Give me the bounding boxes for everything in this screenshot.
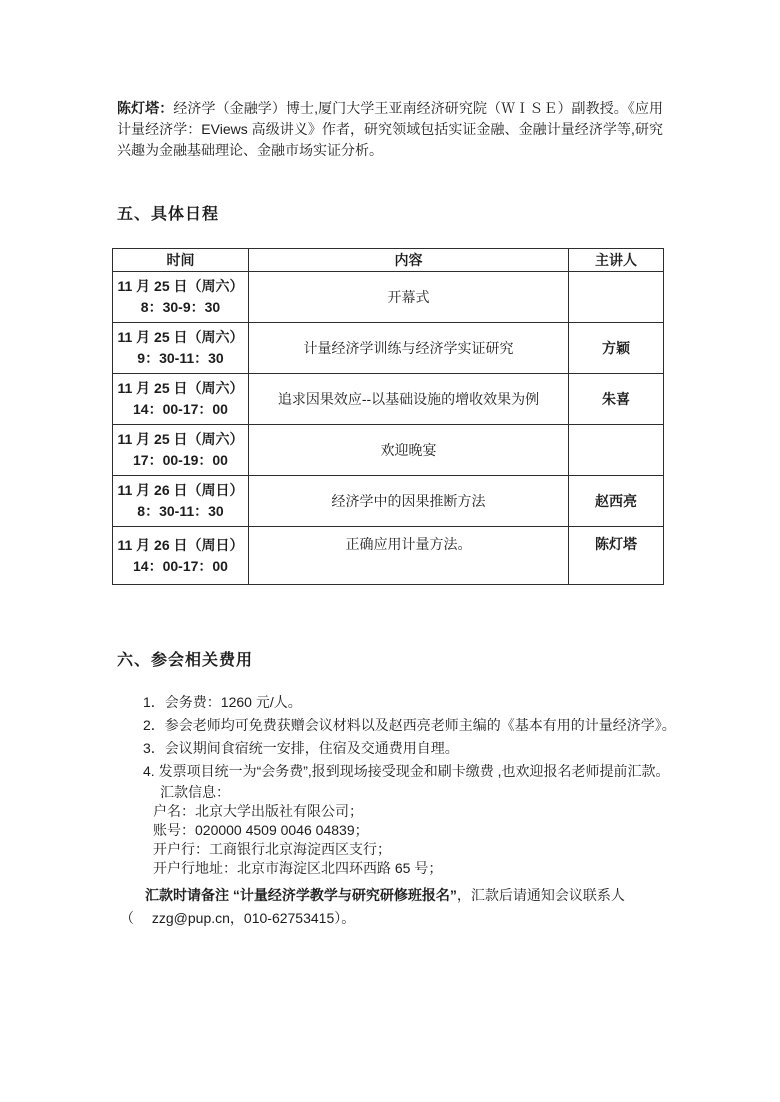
bank-info-line: 开户行地址：北京市海淀区北四环西路 65 号； (153, 860, 443, 876)
bank-info-line: 户名：北京大学出版社有限公司； (153, 803, 363, 819)
col-header-speaker: 主讲人 (569, 249, 664, 272)
fees-list (117, 691, 676, 783)
bank-info-line: 开户行：工商银行北京海淀西区支行； (153, 841, 391, 857)
schedule-table (112, 248, 664, 585)
row-time: 14：00-17：00 (133, 557, 228, 574)
col-header-content: 内容 (249, 249, 569, 272)
row-time: 9：30-11：30 (137, 350, 224, 366)
cell-speaker (569, 425, 664, 476)
col-header-time: 时间 (113, 249, 249, 272)
fee-item: 2．参会老师均可免费获赠会议材料以及赵西亮老师主编的《基本有用的计量经济学》。 (143, 717, 676, 733)
table-row (113, 476, 664, 527)
contact-line: （ zzg@pup.cn，010-62753415）。 (120, 910, 356, 926)
table-header-row (113, 249, 664, 272)
cell-speaker: 陈灯塔 (569, 527, 664, 585)
cell-time (113, 272, 249, 323)
row-time: 8：30-9：30 (140, 299, 221, 315)
cell-content: 欢迎晚宴 (249, 425, 569, 476)
cell-content: 经济学中的因果推断方法 (249, 476, 569, 527)
bio-text: 经济学（金融学）博士,厦门大学王亚南经济研究院（ＷＩＳＥ）副教授。《应用计量经济学：EViews 高级讲义》作者，研究领域包括实证金融、金融计量经济学等,研究兴趣为金融基础理论、金融市场实证分析。 (117, 100, 664, 158)
row-date: 11 月 25 日（周六） (117, 329, 244, 345)
cell-speaker: 朱喜 (569, 374, 664, 425)
cell-time (113, 476, 249, 527)
bio-paragraph (117, 98, 663, 161)
cell-content: 计量经济学训练与经济学实证研究 (249, 323, 569, 374)
row-date: 11 月 25 日（周六） (117, 380, 244, 396)
table-row (113, 374, 664, 425)
remittance-note (117, 884, 663, 907)
cell-content: 正确应用计量方法。 (249, 527, 569, 585)
page-content (117, 98, 676, 930)
bio-name: 陈灯塔： (117, 100, 174, 116)
row-time: 17：00-19：00 (133, 452, 228, 468)
cell-speaker: 方颖 (569, 323, 664, 374)
cell-time (113, 527, 249, 585)
fee-item: 4. 发票项目统一为“会务费”,报到现场接受现金和刷卡缴费 ,也欢迎报名老师提前汇款。 (143, 763, 670, 779)
cell-speaker (569, 272, 664, 323)
row-date: 11 月 25 日（周六） (117, 431, 244, 447)
bank-info (117, 802, 663, 878)
bank-info-line: 账号：020000 4509 0046 04839； (153, 822, 369, 838)
cell-content: 开幕式 (249, 272, 569, 323)
cell-time (113, 374, 249, 425)
schedule-section-title: 五、具体日程 (117, 206, 220, 223)
table-row (113, 425, 664, 476)
fees-section-title: 六、参会相关费用 (117, 652, 254, 669)
row-date: 11 月 25 日（周六） (117, 278, 244, 294)
row-date: 11 月 26 日（周日） (117, 482, 244, 498)
row-time: 8：30-11：30 (137, 503, 224, 519)
fee-item: 3．会议期间食宿统一安排，住宿及交通费用自理。 (143, 740, 459, 756)
remittance-note-bold: 汇款时请备注 “计量经济学教学与研究研修班报名” (145, 887, 457, 903)
row-date: 11 月 26 日（周日） (117, 536, 244, 553)
table-row (113, 323, 664, 374)
cell-speaker: 赵西亮 (569, 476, 664, 527)
fee-item: 1．会务费：1260 元/人。 (143, 694, 302, 710)
remittance-info-label: 汇款信息： (160, 784, 230, 800)
remittance-note-rest: ，汇款后请通知会议联系人 (456, 887, 625, 903)
table-row (113, 527, 664, 585)
table-row (113, 272, 664, 323)
row-time: 14：00-17：00 (133, 401, 228, 417)
cell-content: 追求因果效应--以基础设施的增收效果为例 (249, 374, 569, 425)
cell-time (113, 323, 249, 374)
cell-time (113, 425, 249, 476)
